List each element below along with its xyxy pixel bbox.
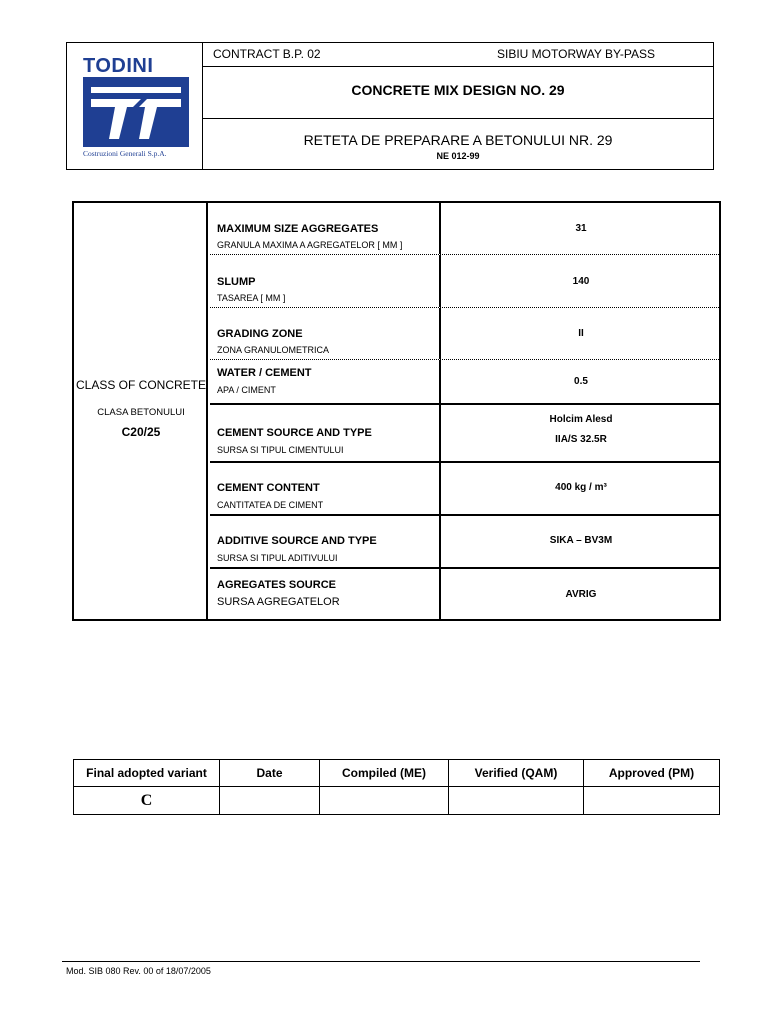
parameter-value-cell bbox=[443, 360, 719, 403]
company-logo bbox=[83, 55, 189, 159]
document-title-ro: RETETA DE PREPARARE A BETONULUI NR. 29 bbox=[303, 132, 613, 148]
parameter-name: CEMENT CONTENT bbox=[217, 482, 320, 494]
parameter-value: AVRIG bbox=[565, 589, 597, 600]
table-row bbox=[210, 405, 719, 463]
parameter-name: SLUMP bbox=[217, 276, 256, 288]
parameter-value-cell bbox=[443, 569, 719, 619]
date-value bbox=[220, 787, 320, 814]
approved-value bbox=[584, 787, 719, 814]
class-of-concrete-value: C20/25 bbox=[121, 425, 161, 439]
table-row bbox=[210, 360, 719, 405]
verified-value bbox=[449, 787, 584, 814]
parameter-value-cell bbox=[443, 516, 719, 567]
parameter-value: Holcim Alesd bbox=[549, 414, 613, 425]
column-header: Date bbox=[220, 760, 320, 787]
project-label: SIBIU MOTORWAY BY-PASS bbox=[497, 47, 656, 61]
header-info bbox=[203, 43, 713, 169]
contract-label: CONTRACT B.P. 02 bbox=[213, 47, 321, 61]
table-row bbox=[210, 463, 719, 516]
parameter-name: ADDITIVE SOURCE AND TYPE bbox=[217, 535, 377, 547]
logo-wordmark: TODINI bbox=[83, 55, 154, 77]
column-header: Approved (PM) bbox=[608, 766, 695, 780]
table-row bbox=[210, 203, 719, 255]
parameter-value: 400 kg / m³ bbox=[555, 482, 607, 493]
form-reference: Mod. SIB 080 Rev. 00 of 18/07/2005 bbox=[66, 966, 211, 976]
parameter-name-ro: SURSA SI TIPUL ADITIVULUI bbox=[217, 553, 338, 563]
column-header: Compiled (ME) bbox=[320, 760, 449, 787]
parameter-value-cell bbox=[443, 203, 719, 254]
parameter-label-cell bbox=[210, 463, 441, 514]
parameter-value-cell bbox=[443, 255, 719, 307]
parameter-value: II bbox=[578, 328, 584, 339]
parameter-label-cell bbox=[210, 569, 441, 619]
class-of-concrete-label: CLASS OF CONCRETE bbox=[75, 378, 207, 392]
header-contract-row bbox=[203, 43, 713, 67]
parameter-value: SIKA – BV3M bbox=[549, 535, 613, 546]
parameter-value-secondary: IIA/S 32.5R bbox=[555, 434, 607, 445]
document-title: CONCRETE MIX DESIGN NO. 29 bbox=[203, 67, 713, 119]
parameter-name-ro: ZONA GRANULOMETRICA bbox=[217, 345, 330, 355]
parameter-value: 140 bbox=[572, 276, 590, 287]
parameter-name-ro: SURSA SI TIPUL CIMENTULUI bbox=[217, 445, 344, 455]
class-of-concrete-label-ro: CLASA BETONULUI bbox=[97, 407, 185, 418]
table-row bbox=[210, 308, 719, 360]
column-header: Verified (QAM) bbox=[449, 760, 584, 787]
parameter-value-cell bbox=[443, 308, 719, 359]
approval-header-row bbox=[74, 760, 719, 787]
parameter-label-cell bbox=[210, 360, 441, 403]
approval-value-row bbox=[74, 787, 719, 814]
document-header bbox=[66, 42, 714, 170]
parameter-name-ro: CANTITATEA DE CIMENT bbox=[217, 500, 324, 510]
mix-design-table bbox=[72, 201, 721, 621]
parameter-label-cell bbox=[210, 255, 441, 307]
logo-subtitle: Costruzioni Generali S.p.A. bbox=[83, 149, 167, 158]
parameter-name: WATER / CEMENT bbox=[217, 367, 312, 379]
todini-tt-logo-icon bbox=[83, 77, 189, 147]
table-row bbox=[210, 255, 719, 308]
parameter-label-cell bbox=[210, 516, 441, 567]
parameter-name-ro: TASAREA [ MM ] bbox=[217, 293, 286, 303]
column-header: Final adopted variant bbox=[74, 760, 220, 787]
parameter-name: GRADING ZONE bbox=[217, 328, 303, 340]
footer-divider bbox=[62, 961, 700, 962]
mix-parameters bbox=[210, 203, 719, 619]
logo-cell bbox=[67, 43, 203, 169]
parameter-label-cell bbox=[210, 405, 441, 461]
parameter-name: MAXIMUM SIZE AGGREGATES bbox=[217, 223, 379, 235]
parameter-name: AGREGATES SOURCE bbox=[217, 579, 336, 591]
parameter-name-ro: GRANULA MAXIMA A AGREGATELOR [ MM ] bbox=[217, 240, 403, 250]
table-row bbox=[210, 569, 719, 619]
parameter-value: 0.5 bbox=[574, 376, 588, 387]
parameter-label-cell bbox=[210, 308, 441, 359]
parameter-name-ro: APA / CIMENT bbox=[217, 385, 276, 395]
standard-reference: NE 012-99 bbox=[436, 151, 480, 161]
parameter-name-ro: SURSA AGREGATELOR bbox=[217, 596, 340, 608]
class-of-concrete-cell bbox=[74, 203, 208, 619]
final-variant-value: C bbox=[74, 787, 220, 814]
compiled-value bbox=[320, 787, 449, 814]
parameter-name: CEMENT SOURCE AND TYPE bbox=[217, 427, 372, 439]
parameter-value-cell bbox=[443, 405, 719, 461]
header-romanian-row bbox=[203, 119, 713, 169]
parameter-value-cell bbox=[443, 463, 719, 514]
table-row bbox=[210, 516, 719, 569]
parameter-value: 31 bbox=[575, 223, 587, 234]
approval-table bbox=[73, 759, 720, 815]
parameter-label-cell bbox=[210, 203, 441, 254]
